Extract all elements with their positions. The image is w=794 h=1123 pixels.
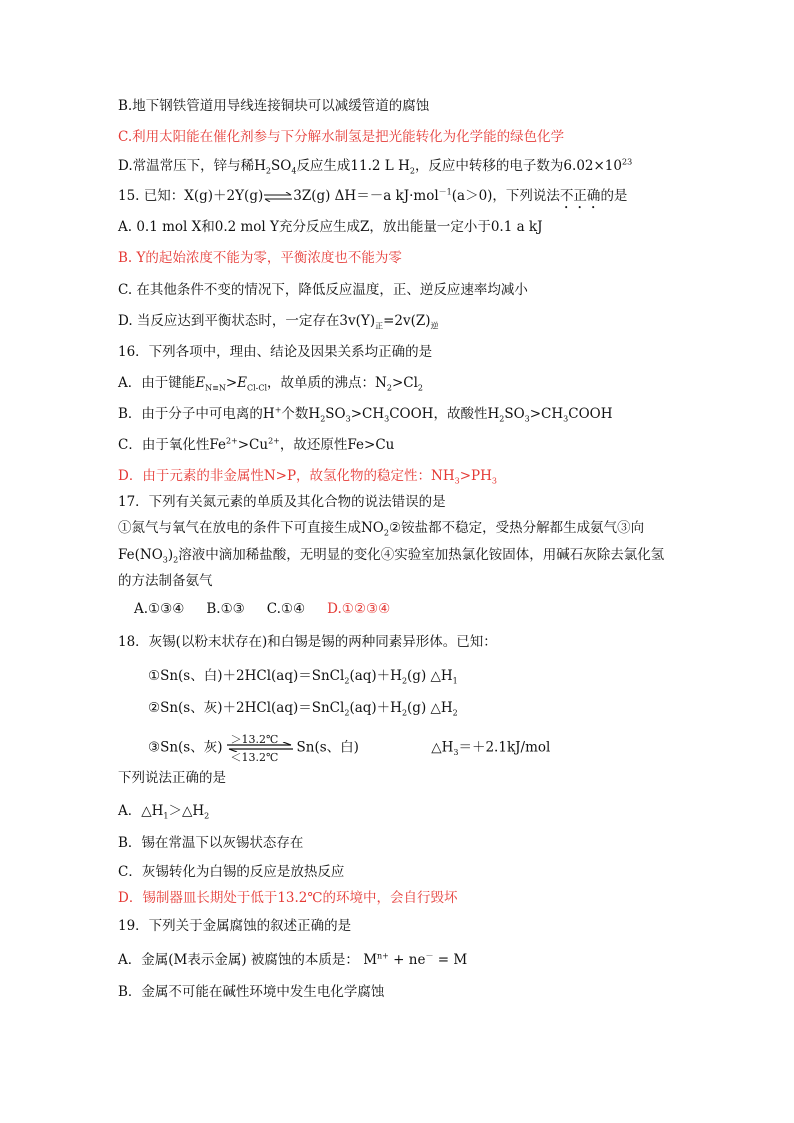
q18-option-a: A．$\triangle H_1>\triangle H_2$ <box>118 803 210 821</box>
q17-stem: 17．下列有关氮元素的单质及其化合物的说法错误的是 <box>118 494 446 510</box>
q17-option-d: D.①②③④ <box>327 601 391 617</box>
q15-option-a: A. 0.1 mol X和0.2 mol Y充分反应生成Z，放出能量一定小于0.1 a kJ <box>118 219 543 235</box>
q18-question: 下列说法正确的是 <box>118 770 226 786</box>
q17-options <box>134 600 412 618</box>
q18-option-b: B．锡在常温下以灰锡状态存在 <box>118 835 304 851</box>
q17-statements-line3: 的方法制备氨气 <box>118 573 213 589</box>
q19-option-b: B．金属不可能在碱性环境中发生电化学腐蚀 <box>118 984 385 1000</box>
q15-option-b: B. Y的起始浓度不能为零，平衡浓度也不能为零 <box>118 250 402 266</box>
q17-option-b: B.①③ <box>206 601 245 617</box>
q18-stem: 18．灰锡(以粉末状存在)和白锡是锡的两种同素异形体。已知： <box>118 634 497 650</box>
q17-option-a: A.①③④ <box>134 601 185 617</box>
q15-stem: 15. 已知：X(g)＋2Y(g) 3Z(g) ΔH＝－a kJ·mol$^{-1}$(a＞0)，下列说法不正确的是 <box>118 187 628 204</box>
q18-reaction-2: ②Sn(s、灰)$+2HCl(aq)=SnCl_2(aq)+H_2(g)$ $\triangle H_2$ <box>148 700 458 718</box>
q18-option-d: D．锡制器皿长期处于低于13.2℃的环境中，会自行毁坏 <box>118 890 458 906</box>
q17-statements-line1: ①氮气与氧气在放电的条件下可直接生成$NO_2②$铵盐都不稳定，受热分解都生成氨气③向 <box>118 520 645 538</box>
q19-option-a: A．金属(M表示金属) 被腐蚀的本质是： $M^{n+} + ne^- = M$ <box>118 951 468 968</box>
q18-reaction-1: ①Sn(s、白)$+2HCl(aq)=SnCl_2(aq)+H_2(g)$ $\triangle H_1$ <box>148 668 458 686</box>
q14-option-d: D.常温常压下，锌与稀$H_2SO_4$反应生成11.2 L $H_2$，反应中转移的电子数为$6.02\times 10^{23}$ <box>118 157 633 176</box>
q17-option-c: C.①④ <box>266 601 306 617</box>
q16-option-b: B．由于分子中可电离的H+个数$H_2SO_3>CH_3COOH$，故酸性$H_2SO_3>CH_3COOH$ <box>118 405 613 424</box>
q19-stem: 19．下列关于金属腐蚀的叙述正确的是 <box>118 918 352 934</box>
q17-statements-line2: $Fe(NO_3)_2$溶液中滴加稀盐酸，无明显的变化④实验室加热氯化铵固体，用碱石灰除去氯化氢 <box>118 547 665 565</box>
q14-option-b: B.地下钢铁管道用导线连接铜块可以减缓管道的腐蚀 <box>118 98 430 114</box>
q18-option-c: C．灰锡转化为白锡的反应是放热反应 <box>118 864 345 880</box>
q16-option-d: D．由于元素的非金属性N>P，故氢化物的稳定性：$NH_3>PH_3$ <box>118 468 497 486</box>
q15-option-c: C. 在其他条件不变的情况下，降低反应温度，正、逆反应速率均减小 <box>118 282 528 298</box>
q14-option-c: C.利用太阳能在催化剂参与下分解水制氢是把光能转化为化学能的绿色化学 <box>118 129 565 145</box>
q16-option-c: C．由于氧化性$Fe^{2+}>Cu^{2+}$，故还原性Fe>Cu <box>118 436 395 453</box>
q18-reaction-3: ③Sn(s、灰) ＞13.2℃ ＜13.2℃ Sn(s、白) $\triangle H_3=+2.1kJ$/mol <box>148 733 551 764</box>
q15-option-d: D. 当反应达到平衡状态时，一定存在$3v(Y)_正=2v(Z)_逆$ <box>118 313 439 331</box>
equilibrium-arrow-icon <box>263 192 293 202</box>
reversible-arrow: ＞13.2℃ ＜13.2℃ <box>225 733 295 763</box>
q16-option-a: A．由于键能$E_{N\equiv N}>E_{Cl-Cl}$，故单质的沸点：$N_2>Cl_2$ <box>118 375 424 393</box>
q16-stem: 16．下列各项中，理由、结论及因果关系均正确的是 <box>118 344 433 360</box>
